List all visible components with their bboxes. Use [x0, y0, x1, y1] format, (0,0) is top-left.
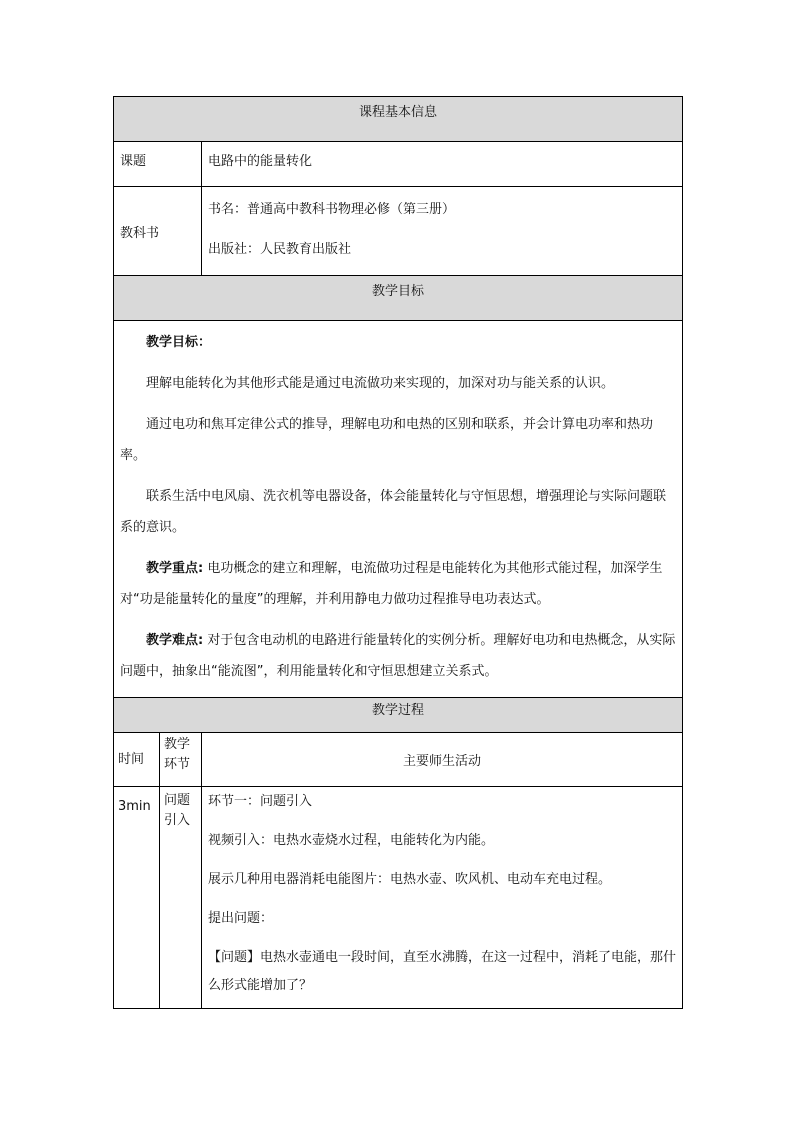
key-points-label: 教学重点: — [146, 561, 204, 576]
difficulty-label: 教学难点: — [146, 633, 204, 648]
textbook-name: 书名：普通高中教科书物理必修（第三册） — [208, 202, 456, 217]
activity-line: 展示几种用电器消耗电能图片：电热水壶、吹风机、电动车充电过程。 — [208, 872, 612, 887]
process-header: 教学过程 — [114, 698, 683, 733]
lesson-plan-document — [113, 96, 682, 1009]
activity-line: 【问题】电热水壶通电一段时间，直至水沸腾，在这一过程中，消耗了电能，那什么形式能增加了？ — [208, 950, 677, 993]
objective-item: 通过电功和焦耳定律公式的推导，理解电功和电热的区别和联系，并会计算电功率和热功率。 — [120, 417, 654, 463]
objective-item: 联系生活中电风扇、洗衣机等电器设备，体会能量转化与守恒思想，增强理论与实际问题联系的意识。 — [120, 489, 667, 535]
topic-value: 电路中的能量转化 — [202, 142, 683, 187]
objectives-body — [114, 321, 683, 698]
key-points-text: 电功概念的建立和理解，电流做功过程是电能转化为其他形式能过程，加深学生对“功是能量转化的量度”的理解，并利用静电力做功过程推导电功表达式。 — [120, 561, 663, 607]
row-activity — [202, 787, 683, 1009]
col-stage-header: 教学环节 — [160, 733, 202, 787]
topic-label: 课题 — [114, 142, 202, 187]
basic-info-header: 课程基本信息 — [114, 97, 683, 142]
lesson-plan-table — [113, 96, 683, 1009]
activity-line: 提出问题： — [208, 911, 274, 926]
col-time-header: 时间 — [114, 733, 160, 787]
objective-item: 理解电能转化为其他形式能是通过电流做功来实现的，加深对功与能关系的认识。 — [146, 376, 615, 391]
col-activity-header: 主要师生活动 — [202, 733, 683, 787]
row-stage: 问题引入 — [160, 787, 202, 1009]
activity-line: 环节一：问题引入 — [208, 794, 313, 809]
objectives-title: 教学目标： — [146, 335, 212, 350]
difficulty-text: 对于包含电动机的电路进行能量转化的实例分析。理解好电功和电热概念，从实际问题中，抽象出“能流图”，利用能量转化和守恒思想建立关系式。 — [120, 633, 676, 679]
textbook-label — [114, 187, 202, 276]
row-time: 3min — [114, 787, 160, 1009]
activity-line: 视频引入：电热水壶烧水过程，电能转化为内能。 — [208, 833, 495, 848]
difficulty-points — [120, 623, 676, 687]
textbook-publisher: 出版社：人民教育出版社 — [208, 242, 352, 257]
key-points — [120, 551, 676, 615]
textbook-value — [202, 187, 683, 276]
textbook-label-text: 教科书 — [120, 225, 160, 241]
objectives-header: 教学目标 — [114, 276, 683, 321]
